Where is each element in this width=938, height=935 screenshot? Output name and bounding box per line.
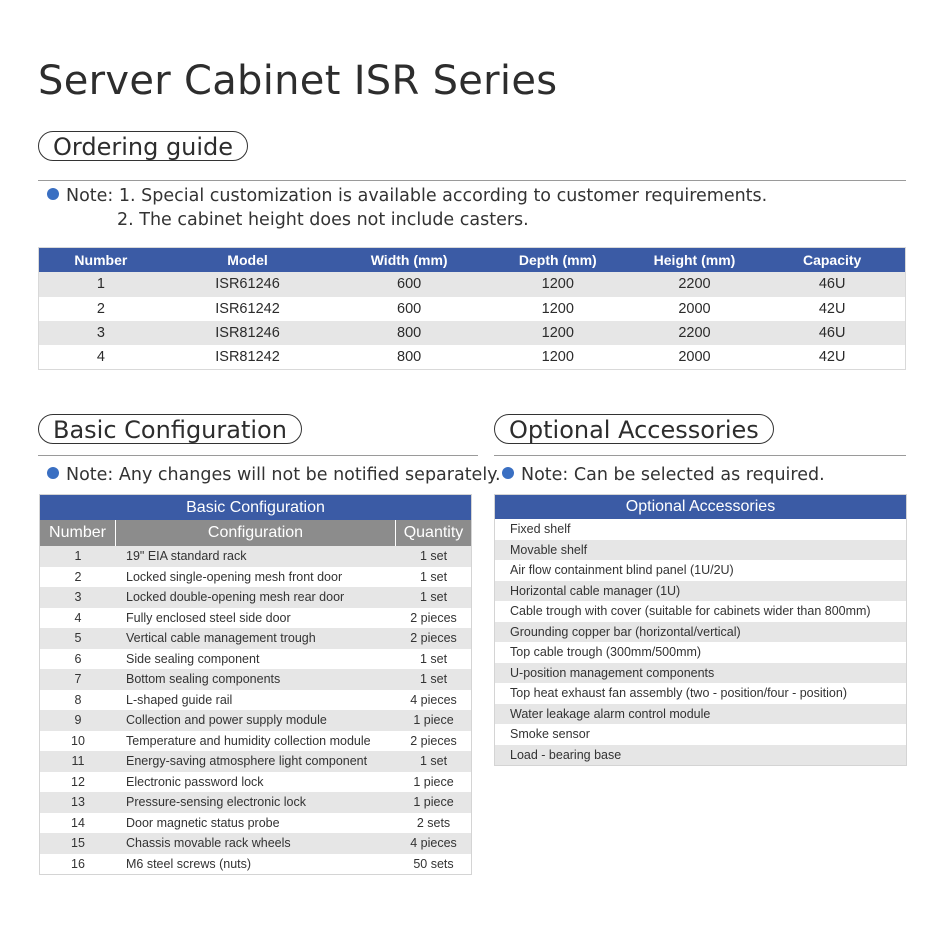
column-header: Capacity — [802, 252, 862, 269]
basic-configuration-heading: Basic Configuration — [38, 414, 302, 444]
section-divider — [38, 455, 478, 456]
table-cell: 2 pieces — [410, 733, 457, 748]
table-cell: ISR81242 — [215, 349, 280, 366]
table-cell: 1200 — [541, 300, 574, 317]
table-row — [40, 751, 471, 772]
column-header: Number — [40, 520, 116, 546]
table-cell: Collection and power supply module — [126, 713, 327, 728]
table-row — [40, 772, 471, 793]
table-cell: 1 set — [419, 754, 448, 769]
table-caption: Basic Configuration — [40, 495, 471, 520]
table-cell: Vertical cable management trough — [126, 631, 316, 646]
list-item: Water leakage alarm control module — [495, 704, 906, 725]
table-row — [40, 690, 471, 711]
table-caption: Optional Accessories — [495, 495, 906, 519]
table-row — [40, 649, 471, 670]
page-title: Server Cabinet ISR Series — [38, 58, 558, 104]
table-cell: 1 set — [419, 549, 448, 564]
table-row — [40, 608, 471, 629]
column-header: Number — [74, 252, 128, 269]
table-cell: 2 — [74, 569, 82, 584]
table-cell: 1 set — [419, 672, 448, 687]
table-cell: L-shaped guide rail — [126, 692, 233, 707]
bullet-icon — [47, 467, 59, 479]
column-header: Depth (mm) — [518, 252, 597, 269]
list-item: Load - bearing base — [495, 745, 906, 766]
ordering-note — [47, 186, 767, 206]
ordering-note-text: Note: 1. Special customization is available according to customer requirements. — [66, 186, 768, 206]
table-cell: 2 pieces — [410, 631, 457, 646]
table-cell: 4 — [96, 349, 105, 366]
accessories-note-text: Note: Can be selected as required. — [521, 465, 825, 485]
list-item: Cable trough with cover (suitable for cabinets wider than 800mm) — [510, 604, 871, 618]
table-cell: M6 steel screws (nuts) — [126, 856, 252, 871]
table-cell: 2 pieces — [410, 610, 457, 625]
table-cell: 4 — [74, 610, 82, 625]
list-item: Air flow containment blind panel (1U/2U) — [510, 563, 734, 577]
basic-note-text: Note: Any changes will not be notified separately. — [66, 465, 501, 485]
list-item: Top cable trough (300mm/500mm) — [510, 645, 702, 659]
table-row — [40, 587, 471, 608]
table-cell: 3 — [96, 325, 105, 342]
list-item: Grounding copper bar (horizontal/vertical) — [495, 622, 906, 643]
table-row — [39, 345, 905, 369]
table-cell: Locked double-opening mesh rear door — [126, 590, 345, 605]
table-row — [39, 272, 905, 296]
table-cell: 4 pieces — [410, 836, 457, 851]
list-item: Smoke sensor — [510, 727, 590, 741]
table-row — [40, 546, 471, 567]
ordering-table — [38, 247, 906, 370]
ordering-table-header — [39, 248, 905, 272]
table-cell: 800 — [397, 349, 422, 366]
table-cell: ISR61246 — [215, 276, 280, 293]
column-header: Width (mm) — [370, 252, 448, 269]
table-cell: 14 — [71, 815, 85, 830]
table-cell: 1 set — [419, 590, 448, 605]
table-cell: 3 — [74, 590, 82, 605]
table-cell: ISR61242 — [215, 300, 280, 317]
list-item: Fixed shelf — [510, 522, 571, 536]
table-cell: 600 — [397, 276, 422, 293]
table-cell: 1 set — [419, 651, 448, 666]
table-cell: 1 piece — [413, 795, 454, 810]
table-cell: Door magnetic status probe — [126, 815, 280, 830]
table-cell: 600 — [397, 300, 422, 317]
table-row — [40, 813, 471, 834]
table-cell: 6 — [74, 651, 82, 666]
table-cell: 10 — [71, 733, 85, 748]
table-cell: 9 — [74, 713, 82, 728]
table-cell: 2 sets — [416, 815, 451, 830]
table-cell: 1 set — [419, 569, 448, 584]
table-row — [39, 297, 905, 321]
table-cell: 1200 — [541, 325, 574, 342]
table-cell: Bottom sealing components — [126, 672, 281, 687]
table-cell: 1200 — [541, 349, 574, 366]
table-cell: Pressure-sensing electronic lock — [126, 795, 306, 810]
table-cell: Energy-saving atmosphere light component — [126, 754, 368, 769]
table-cell: 16 — [71, 856, 85, 871]
column-header: Quantity — [403, 524, 464, 541]
accessories-note — [502, 465, 825, 485]
table-cell: 1200 — [541, 276, 574, 293]
table-cell: Fully enclosed steel side door — [126, 610, 291, 625]
table-cell: 19" EIA standard rack — [126, 549, 247, 564]
table-cell: 2 — [96, 300, 105, 317]
table-cell: 800 — [397, 325, 422, 342]
basic-table-body — [40, 546, 471, 874]
table-cell: 1 piece — [413, 713, 454, 728]
optional-accessories-heading: Optional Accessories — [494, 414, 774, 444]
table-cell: Temperature and humidity collection module — [126, 733, 371, 748]
basic-table-header — [40, 520, 471, 546]
table-row — [40, 731, 471, 752]
basic-configuration-table — [39, 494, 472, 875]
column-header: Model — [227, 252, 268, 269]
table-row — [39, 321, 905, 345]
table-row — [40, 833, 471, 854]
table-cell: 1 — [74, 549, 82, 564]
table-row — [40, 669, 471, 690]
table-cell: 50 sets — [413, 856, 454, 871]
list-item: Horizontal cable manager (1U) — [495, 581, 906, 602]
table-cell: 2200 — [678, 276, 711, 293]
table-cell: Electronic password lock — [126, 774, 264, 789]
table-cell: Side sealing component — [126, 651, 260, 666]
list-item: U-position management components — [495, 663, 906, 684]
ordering-guide-heading: Ordering guide — [38, 131, 248, 161]
basic-note — [47, 465, 501, 485]
ordering-note-2: 2. The cabinet height does not include casters. — [117, 210, 529, 230]
table-cell: 2200 — [678, 325, 711, 342]
table-cell: 1 piece — [413, 774, 454, 789]
table-cell: 8 — [74, 692, 82, 707]
table-row — [40, 854, 471, 875]
accessories-table-body — [495, 519, 906, 765]
table-cell: Locked single-opening mesh front door — [126, 569, 343, 584]
table-cell: 13 — [71, 795, 85, 810]
table-cell: 1 — [96, 276, 105, 293]
table-cell: Chassis movable rack wheels — [126, 836, 291, 851]
list-item: Top heat exhaust fan assembly (two - position/four - position) — [510, 686, 847, 700]
table-cell: 11 — [71, 754, 85, 769]
table-cell: 7 — [74, 672, 82, 687]
table-cell: 46U — [818, 325, 846, 342]
bullet-icon — [502, 467, 514, 479]
table-cell: 2000 — [678, 349, 711, 366]
table-cell: 4 pieces — [410, 692, 457, 707]
list-item: Movable shelf — [495, 540, 906, 561]
table-cell: 46U — [818, 276, 846, 293]
optional-accessories-table — [494, 494, 907, 766]
table-cell: 42U — [818, 349, 846, 366]
table-cell: ISR81246 — [215, 325, 280, 342]
column-header: Height (mm) — [653, 252, 736, 269]
table-cell: 5 — [74, 631, 82, 646]
table-row — [40, 628, 471, 649]
section-divider — [494, 455, 906, 456]
section-divider — [38, 180, 906, 181]
table-row — [40, 792, 471, 813]
column-header: Configuration — [116, 520, 396, 546]
table-row — [40, 567, 471, 588]
bullet-icon — [47, 188, 59, 200]
table-row — [40, 710, 471, 731]
table-cell: 12 — [71, 774, 85, 789]
table-cell: 42U — [818, 300, 846, 317]
table-cell: 2000 — [678, 300, 711, 317]
table-cell: 15 — [71, 836, 85, 851]
